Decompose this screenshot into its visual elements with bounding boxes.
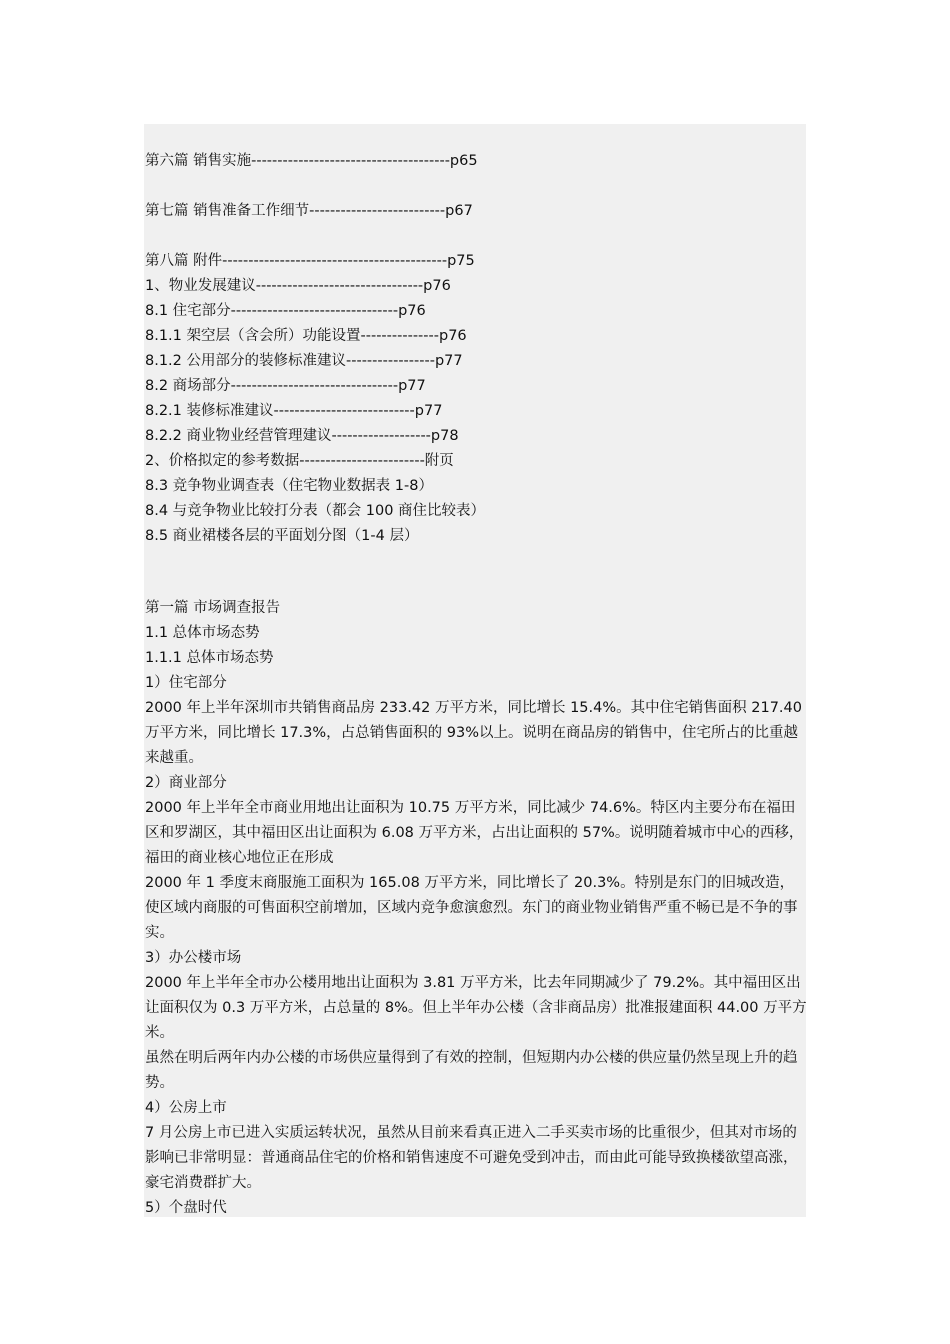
toc-item: 2、价格拟定的参考数据------------------------附页 bbox=[145, 453, 454, 469]
paragraph-commercial-construction: 2000 年 1 季度末商服施工面积为 165.08 万平方米，同比增长了 20.3%。特别是东门的旧城改造，使区域内商服的可售面积空前增加，区域内竞争愈演愈烈。东门的商业物业销售严重不畅已是不争的事实。 bbox=[145, 875, 798, 941]
item-heading-office: 3）办公楼市场 bbox=[145, 950, 242, 966]
paragraph-residential: 2000 年上半年深圳市共销售商品房 233.42 万平方米，同比增长 15.4%。其中住宅销售面积 217.40 万平方米，同比增长 17.3%，占总销售面积的 93%以上。说明在商品房的销售中，住宅所占的比重越来越重。 bbox=[145, 700, 802, 766]
toc-item: 8.2 商场部分--------------------------------p77 bbox=[145, 378, 426, 394]
toc-item: 8.3 竞争物业调查表（住宅物业数据表 1-8） bbox=[145, 478, 433, 494]
paragraph-office-supply: 虽然在明后两年内办公楼的市场供应量得到了有效的控制，但短期内办公楼的供应量仍然呈现上升的趋势。 bbox=[145, 1050, 798, 1091]
subsection-heading: 1.1.1 总体市场态势 bbox=[145, 650, 274, 666]
toc-item: 1、物业发展建议--------------------------------p76 bbox=[145, 278, 451, 294]
toc-item: 8.1 住宅部分--------------------------------p76 bbox=[145, 303, 426, 319]
toc-item: 8.1.1 架空层（含会所）功能设置---------------p76 bbox=[145, 328, 467, 344]
toc-part6: 第六篇 销售实施--------------------------------------p65 bbox=[145, 153, 478, 169]
item-heading-commercial: 2）商业部分 bbox=[145, 775, 227, 791]
paragraph-office-land: 2000 年上半年全市办公楼用地出让面积为 3.81 万平方米，比去年同期减少了 79.2%。其中福田区出让面积仅为 0.3 万平方米，占总量的 8%。但上半年办公楼（含非商品房）批准报建面积 44.00 万平方米。 bbox=[145, 975, 807, 1041]
toc-item: 8.1.2 公用部分的装修标准建议-----------------p77 bbox=[145, 353, 463, 369]
toc-part8: 第八篇 附件-------------------------------------------p75 bbox=[145, 253, 475, 269]
toc-item: 8.4 与竞争物业比较打分表（都会 100 商住比较表） bbox=[145, 503, 486, 519]
item-heading-single-project: 5）个盘时代 bbox=[145, 1200, 227, 1216]
toc-item: 8.2.2 商业物业经营管理建议-------------------p78 bbox=[145, 428, 459, 444]
toc-part7: 第七篇 销售准备工作细节--------------------------p67 bbox=[145, 203, 473, 219]
section-heading: 1.1 总体市场态势 bbox=[145, 625, 260, 641]
item-heading-residential: 1）住宅部分 bbox=[145, 675, 227, 691]
paragraph-public-housing: 7 月公房上市已进入实质运转状况，虽然从目前来看真正进入二手买卖市场的比重很少，但其对市场的影响已非常明显：普通商品住宅的价格和销售速度不可避免受到冲击，而由此可能导致换楼欲望高涨，豪宅消费群扩大。 bbox=[145, 1125, 798, 1191]
item-heading-public-housing: 4）公房上市 bbox=[145, 1100, 227, 1116]
paragraph-commercial-land: 2000 年上半年全市商业用地出让面积为 10.75 万平方米，同比减少 74.6%。特区内主要分布在福田区和罗湖区，其中福田区出让面积为 6.08 万平方米，占出让面积的 57%。说明随着城市中心的西移，福田的商业核心地位正在形成 bbox=[145, 800, 804, 866]
toc-item: 8.5 商业裙楼各层的平面划分图（1-4 层） bbox=[145, 528, 419, 544]
toc-item: 8.2.1 装修标准建议---------------------------p77 bbox=[145, 403, 443, 419]
part1-title: 第一篇 市场调查报告 bbox=[145, 600, 281, 616]
